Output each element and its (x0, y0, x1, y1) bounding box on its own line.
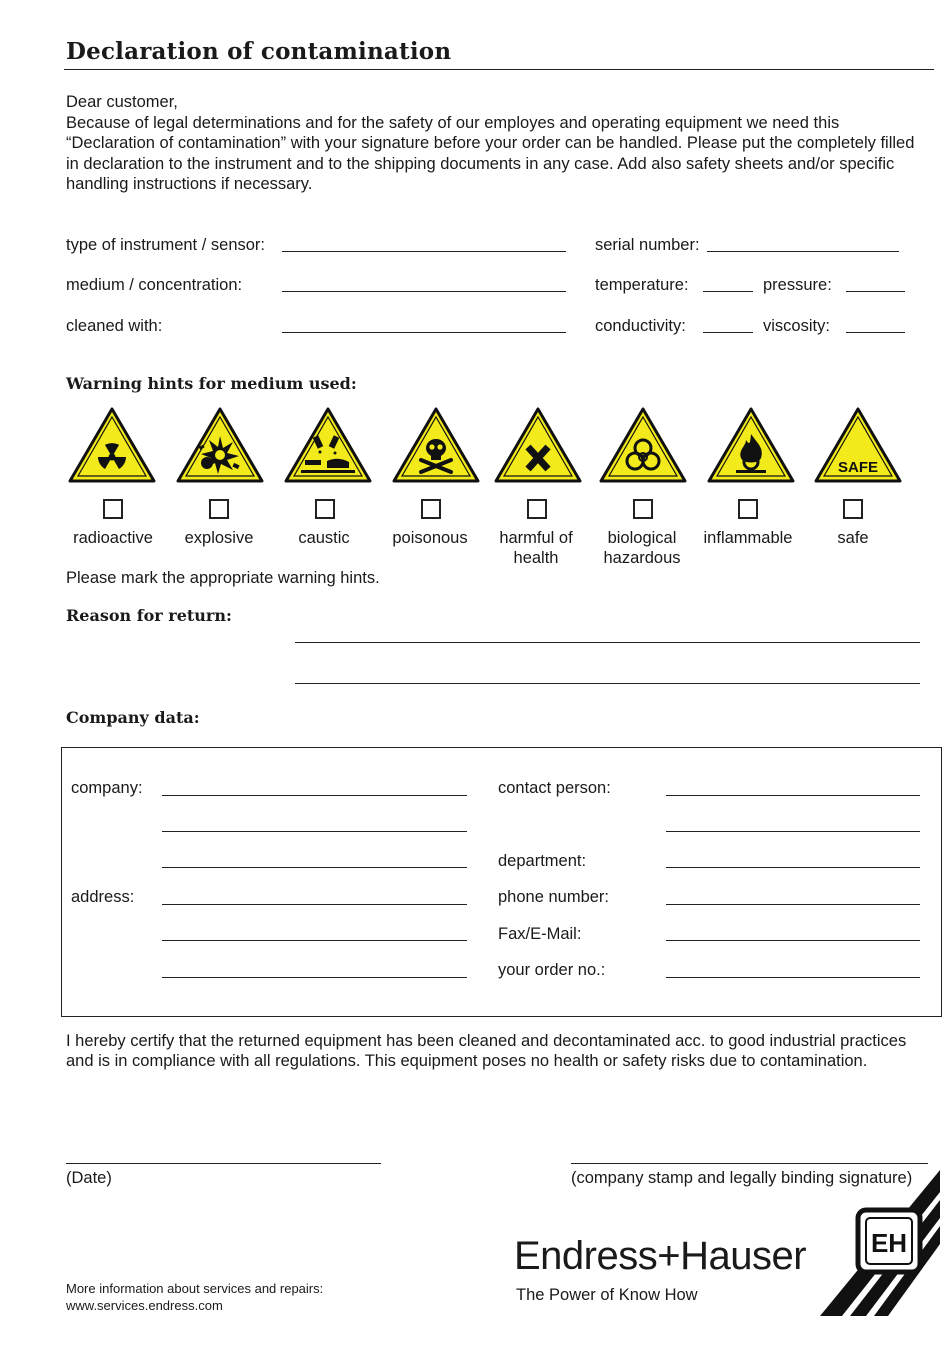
endress-hauser-logo-icon (820, 1170, 942, 1318)
more-info-url[interactable]: www.services.endress.com (66, 1298, 223, 1313)
warning-heading: Warning hints for medium used: (66, 374, 357, 393)
safe-sign-text: SAFE (837, 459, 879, 476)
reason-line-1[interactable] (295, 642, 920, 643)
reason-heading: Reason for return: (66, 606, 232, 625)
instrument-field[interactable] (282, 251, 566, 252)
hint-label-harmful-of-health: harmful of health (499, 529, 573, 567)
address-field-3[interactable] (162, 977, 467, 978)
company-label: company: (71, 779, 143, 797)
address-field-1[interactable] (162, 904, 467, 905)
viscosity-label: viscosity: (763, 317, 830, 335)
pressure-field[interactable] (846, 291, 905, 292)
hint-label-biological-hazardous: biological hazardous (603, 529, 681, 567)
hint-label-inflammable: inflammable (703, 529, 793, 547)
skull-icon (391, 406, 481, 484)
phone-field[interactable] (666, 904, 920, 905)
contact-label: contact person: (498, 779, 611, 797)
checkbox-caustic[interactable] (315, 499, 335, 519)
hint-label-poisonous: poisonous (392, 529, 468, 547)
instrument-label: type of instrument / sensor: (66, 236, 266, 254)
explosive-icon (175, 406, 265, 484)
brand-tagline: The Power of Know How (516, 1286, 698, 1304)
medium-label: medium / concentration: (66, 276, 243, 294)
pressure-label: pressure: (763, 276, 832, 294)
checkbox-poisonous[interactable] (421, 499, 441, 519)
address-label: address: (71, 888, 135, 906)
certification-text: I hereby certify that the returned equipment has been cleaned and decontaminated acc. to good industrial practices and is in compliance with all regulations. This equipment poses no health or safety risks due to contamination. (66, 1032, 907, 1070)
date-line[interactable] (66, 1163, 381, 1164)
title-divider (64, 69, 934, 70)
checkbox-radioactive[interactable] (103, 499, 123, 519)
contact-field-1[interactable] (666, 795, 920, 796)
intro-body: Because of legal determinations and for the safety of our employes and operating equipment we need this “Declaration of contamination” with your signature before your order can be handled. Please put the completely filled in declaration to the instrument and to the shipping documents in any case. Add also safety sheets and/or specific handling instructions if necessary. (66, 113, 915, 193)
serial-field[interactable] (707, 251, 899, 252)
page-title: Declaration of contamination (66, 38, 452, 65)
hint-label-safe: safe (837, 529, 869, 547)
checkbox-inflammable[interactable] (738, 499, 758, 519)
harmful-x-icon (493, 406, 583, 484)
signature-line[interactable] (571, 1163, 928, 1164)
signature-label: (company stamp and legally binding signature) (571, 1169, 913, 1187)
checkbox-explosive[interactable] (209, 499, 229, 519)
greeting: Dear customer, (66, 93, 178, 111)
company-field-2[interactable] (162, 831, 467, 832)
date-label: (Date) (66, 1169, 112, 1187)
medium-field[interactable] (282, 291, 566, 292)
safe-icon (813, 406, 903, 484)
department-field[interactable] (666, 867, 920, 868)
flame-icon (706, 406, 796, 484)
radioactive-icon (67, 406, 157, 484)
cleaned-field[interactable] (282, 332, 566, 333)
warning-note: Please mark the appropriate warning hints. (66, 569, 380, 587)
fax-email-field[interactable] (666, 940, 920, 941)
order-no-label: your order no.: (498, 961, 606, 979)
more-info-line-1: More information about services and repairs: (66, 1281, 324, 1296)
checkbox-harmful-of-health[interactable] (527, 499, 547, 519)
hint-label-radioactive: radioactive (73, 529, 153, 547)
more-info (66, 1280, 323, 1314)
temperature-field[interactable] (703, 291, 753, 292)
brand-name: Endress+Hauser (514, 1234, 807, 1278)
contact-field-2[interactable] (666, 831, 920, 832)
company-field-1[interactable] (162, 795, 467, 796)
cleaned-label: cleaned with: (66, 317, 163, 335)
hint-label-explosive: explosive (184, 529, 254, 547)
address-field-2[interactable] (162, 940, 467, 941)
biohazard-icon (598, 406, 688, 484)
logo-text: EH (870, 1228, 908, 1258)
conductivity-field[interactable] (703, 332, 753, 333)
checkbox-safe[interactable] (843, 499, 863, 519)
order-no-field[interactable] (666, 977, 920, 978)
viscosity-field[interactable] (846, 332, 905, 333)
department-label: department: (498, 852, 587, 870)
serial-label: serial number: (595, 236, 700, 254)
reason-line-2[interactable] (295, 683, 920, 684)
intro-text (66, 92, 926, 195)
company-field-3[interactable] (162, 867, 467, 868)
temperature-label: temperature: (595, 276, 689, 294)
phone-label: phone number: (498, 888, 609, 906)
company-heading: Company data: (66, 708, 200, 727)
fax-email-label: Fax/E-Mail: (498, 925, 582, 943)
caustic-icon (283, 406, 373, 484)
conductivity-label: conductivity: (595, 317, 686, 335)
hint-label-caustic: caustic (298, 529, 350, 547)
checkbox-biological-hazardous[interactable] (633, 499, 653, 519)
